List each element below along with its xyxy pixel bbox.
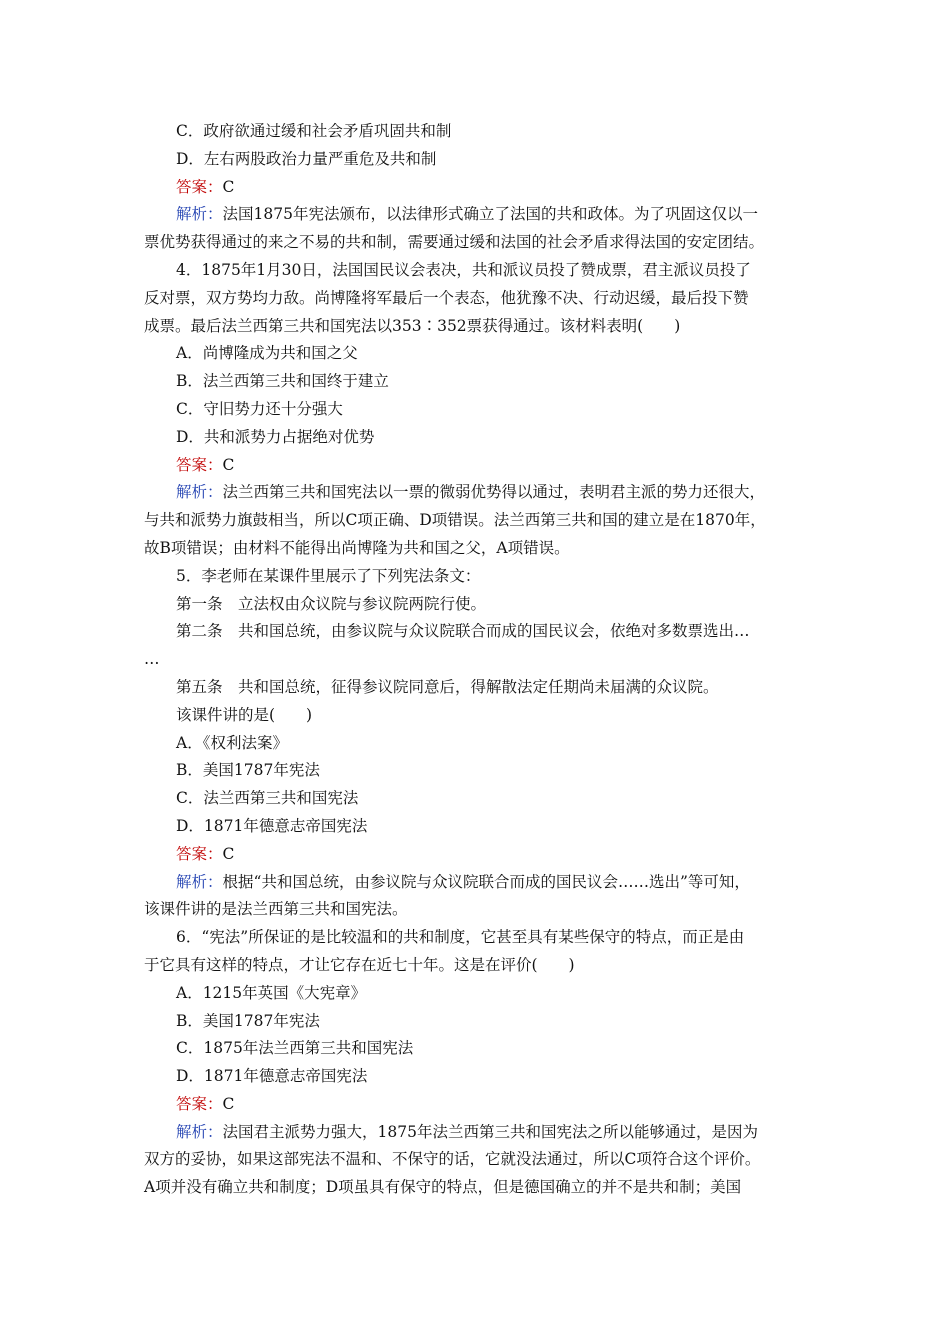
answer-label: 答案：: [176, 177, 223, 196]
explanation-label: 解析：: [176, 205, 223, 224]
answer-label: 答案：: [176, 1094, 223, 1113]
text-line: 于它具有这样的特点，才让它存在近七十年。这是在评价( ): [144, 955, 575, 974]
option-line: B．法兰西第三共和国终于建立: [176, 372, 389, 391]
explanation-label: 解析：: [176, 1122, 223, 1141]
text-line: 双方的妥协，如果这部宪法不温和、不保守的话，它就没法通过，所以C项符合这个评价。: [144, 1150, 761, 1169]
option-line: C．守旧势力还十分强大: [176, 399, 343, 418]
explanation-label: 解析：: [176, 872, 223, 891]
text-line: …: [144, 650, 160, 669]
explanation-label: 解析：: [176, 483, 223, 502]
text-line: 第一条 立法权由众议院与参议院两院行使。: [176, 594, 487, 613]
option-line: D．共和派势力占据绝对优势: [176, 427, 375, 446]
answer-line: 答案：C: [176, 455, 235, 474]
explanation-line: 解析：法国1875年宪法颁布，以法律形式确立了法国的共和政体。为了巩固这仅以一: [176, 205, 758, 224]
text-line: 故B项错误；由材料不能得出尚博隆为共和国之父，A项错误。: [144, 538, 570, 557]
option-line: C．法兰西第三共和国宪法: [176, 789, 359, 808]
option-line: B．美国1787年宪法: [176, 1011, 320, 1030]
text-line: 与共和派势力旗鼓相当，所以C项正确、D项错误。法兰西第三共和国的建立是在1870年，: [144, 511, 766, 530]
option-line: A．1215年英国《大宪章》: [176, 983, 367, 1002]
option-line: D．1871年德意志帝国宪法: [176, 816, 368, 835]
text-line: 第二条 共和国总统，由参议院与众议院联合而成的国民议会，依绝对多数票选出…: [176, 622, 750, 641]
option-line: A．《权利法案》: [176, 733, 288, 752]
document-body: [144, 118, 820, 1202]
answer-line: 答案：C: [176, 177, 235, 196]
option-line: B．美国1787年宪法: [176, 761, 320, 780]
explanation-line: 解析：法国君主派势力强大，1875年法兰西第三共和国宪法之所以能够通过，是因为: [176, 1122, 758, 1141]
text-line: 票优势获得通过的来之不易的共和制，需要通过缓和法国的社会矛盾求得法国的安定团结。: [144, 233, 765, 252]
option-line: D．1871年德意志帝国宪法: [176, 1067, 368, 1086]
text-line: 成票。最后法兰西第三共和国宪法以353∶352票获得通过。该材料表明( ): [144, 316, 681, 335]
question-line: 5．李老师在某课件里展示了下列宪法条文：: [176, 566, 481, 585]
text-line: 该课件讲的是( ): [176, 705, 313, 724]
option-line: D．左右两股政治力量严重危及共和制: [176, 149, 437, 168]
text-line: A项并没有确立共和制度；D项虽具有保守的特点，但是德国确立的并不是共和制；美国: [144, 1178, 742, 1197]
answer-line: 答案：C: [176, 844, 235, 863]
answer-line: 答案：C: [176, 1094, 235, 1113]
text-line: 该课件讲的是法兰西第三共和国宪法。: [144, 900, 408, 919]
text-line: 第五条 共和国总统，征得参议院同意后，得解散法定任期尚未届满的众议院。: [176, 677, 719, 696]
answer-label: 答案：: [176, 455, 223, 474]
answer-label: 答案：: [176, 844, 223, 863]
option-line: C．政府欲通过缓和社会矛盾巩固共和制: [176, 122, 452, 140]
option-line: C．1875年法兰西第三共和国宪法: [176, 1039, 414, 1058]
option-line: A．尚博隆成为共和国之父: [176, 344, 358, 363]
question-line: 6．“宪法”所保证的是比较温和的共和制度，它甚至具有某些保守的特点，而正是由: [176, 928, 745, 947]
explanation-line: 解析：法兰西第三共和国宪法以一票的微弱优势得以通过，表明君主派的势力还很大，: [176, 483, 766, 502]
explanation-line: 解析：根据“共和国总统，由参议院与众议院联合而成的国民议会……选出”等可知，: [176, 872, 750, 891]
text-line: 反对票，双方势均力敌。尚博隆将军最后一个表态，他犹豫不决、行动迟缓，最后投下赞: [144, 288, 749, 307]
question-line: 4．1875年1月30日，法国国民议会表决，共和派议员投了赞成票，君主派议员投了: [176, 260, 751, 279]
